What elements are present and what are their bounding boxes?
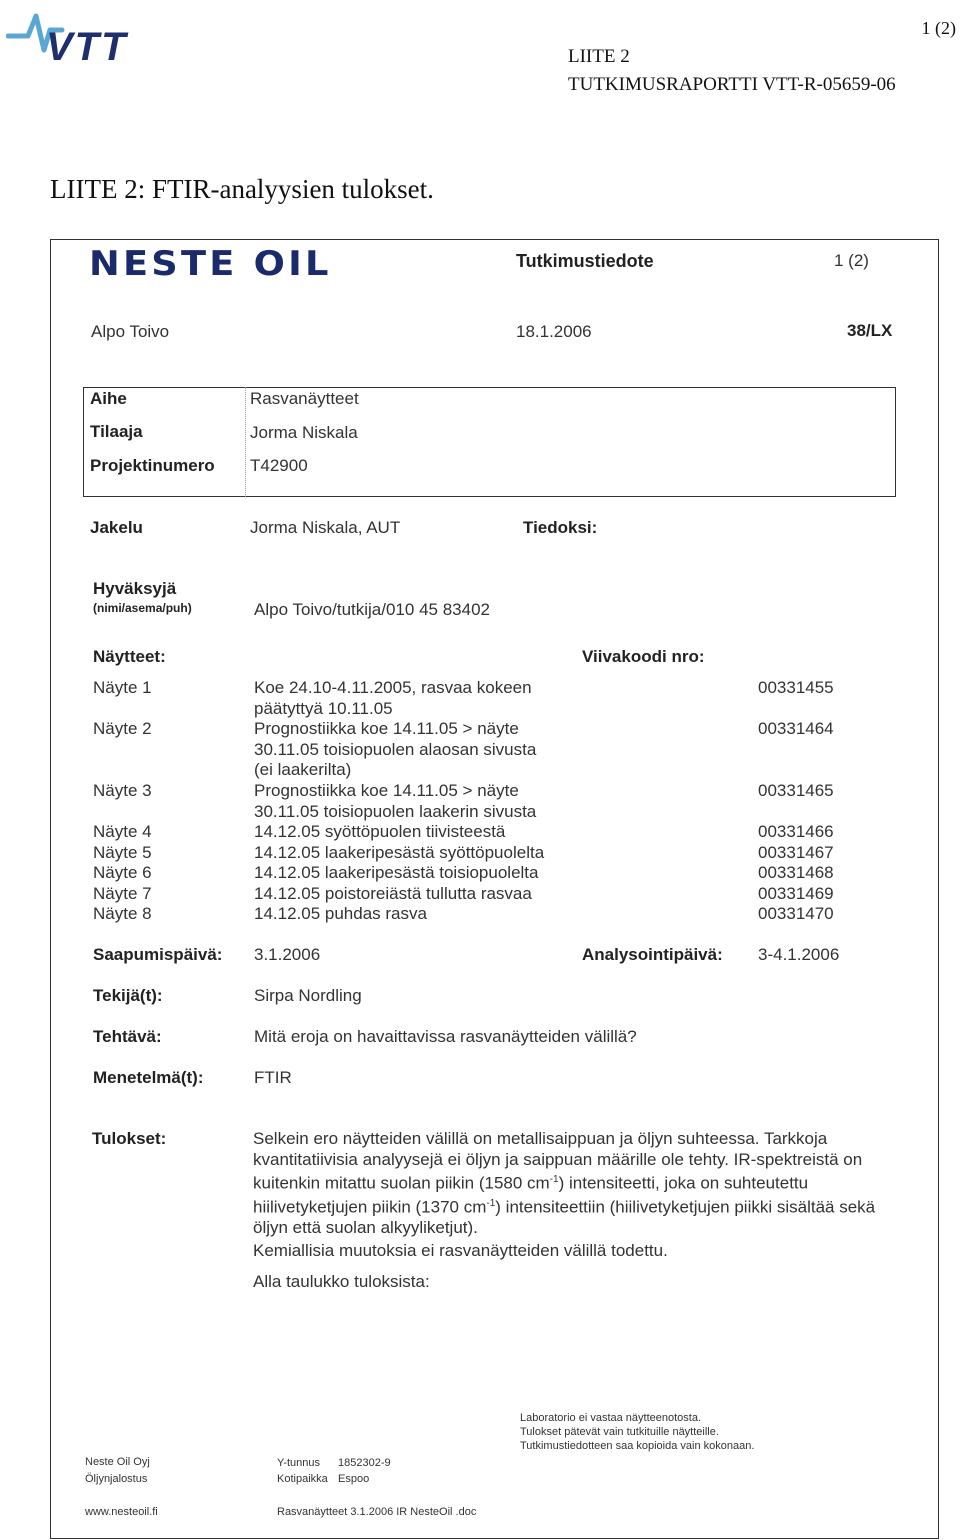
sample-barcode: 00331455	[758, 678, 834, 697]
neste-oil-logo: NESTE OIL	[89, 244, 332, 284]
jakelu-label: Jakelu	[90, 518, 143, 537]
document-title: LIITE 2: FTIR-analyysien tulokset.	[50, 174, 434, 204]
sample-name: Näyte 6	[93, 863, 152, 882]
sample-barcode: 00331468	[758, 863, 834, 882]
box-divider	[245, 387, 246, 497]
jakelu-value: Jorma Niskala, AUT	[250, 518, 401, 537]
sample-description: 14.12.05 syöttöpuolen tiivisteestä	[254, 822, 506, 841]
viivakoodi-label: Viivakoodi nro:	[582, 647, 705, 666]
sample-description: 14.12.05 poistoreiästä tullutta rasvaa	[254, 884, 532, 903]
reference-code: 38/LX	[847, 321, 893, 340]
disclaimer-line: Laboratorio ei vastaa näytteenotosta.	[520, 1412, 702, 1424]
footer-website: www.nesteoil.fi	[85, 1506, 158, 1518]
sample-name: Näyte 3	[93, 781, 152, 800]
footer-kotipaikka-label: Kotipaikka	[277, 1473, 328, 1485]
projekti-label: Projektinumero	[90, 456, 215, 475]
scan-page-number: 1 (2)	[834, 251, 869, 270]
sample-name: Näyte 7	[93, 884, 152, 903]
tiedoksi-label: Tiedoksi:	[523, 518, 598, 537]
page-number: 1 (2)	[921, 18, 956, 38]
projekti-value: T42900	[250, 456, 308, 475]
tehtava-label: Tehtävä:	[93, 1027, 162, 1046]
hyvaksyja-label: Hyväksyjä	[93, 579, 177, 598]
appendix-label: LIITE 2	[568, 46, 630, 67]
sample-barcode: 00331465	[758, 781, 834, 800]
disclaimer-line: Tulokset pätevät vain tutkituille näytteille.	[520, 1426, 719, 1438]
sample-barcode: 00331464	[758, 719, 834, 738]
analysointi-label: Analysointipäivä:	[582, 945, 723, 964]
doc-type: Tutkimustiedote	[516, 251, 654, 271]
subject-box	[83, 387, 896, 497]
naytteet-label: Näytteet:	[93, 647, 166, 666]
sample-description: Prognostiikka koe 14.11.05 > näyte 30.11.05 toisiopuolen alaosan sivusta (ei laakerilta)	[254, 719, 537, 779]
tekija-label: Tekijä(t):	[93, 986, 163, 1005]
saapumis-label: Saapumispäivä:	[93, 945, 223, 964]
sample-name: Näyte 1	[93, 678, 152, 697]
svg-text:VTT: VTT	[46, 25, 128, 66]
sample-description: 14.12.05 laakeripesästä toisiopuolelta	[254, 863, 539, 882]
sample-description: Prognostiikka koe 14.11.05 > näyte 30.11.05 toisiopuolen laakerin sivusta	[254, 781, 537, 821]
aihe-label: Aihe	[90, 389, 127, 408]
sample-barcode: 00331470	[758, 904, 834, 923]
tekija-value: Sirpa Nordling	[254, 986, 362, 1005]
footer-ytunnus-value: 1852302-9	[338, 1457, 391, 1469]
aihe-value: Rasvanäytteet	[250, 389, 359, 408]
sample-name: Näyte 5	[93, 843, 152, 862]
sample-name: Näyte 8	[93, 904, 152, 923]
tilaaja-label: Tilaaja	[90, 422, 143, 441]
results-paragraph: Selkein ero näytteiden välillä on metallisaippuan ja öljyn suhteessa. Tarkkoja kvantitatiivisia analyysejä ei öljyn ja saippuan määrille ole tehty. IR-spektreistä on kuitenkin mitattu suolan piikin (1580 $cm^{-1}$) intensiteetti, joka on suhteutettu hiilivetyketjujen piikin (1370 $cm^{-1}$) intensiteettiin (hiilivetyketjujen piikki sisältää sekä öljyn että suolan alkyyliketjut).	[253, 1129, 876, 1238]
sample-barcode: 00331467	[758, 843, 834, 862]
menetelma-label: Menetelmä(t):	[93, 1068, 204, 1087]
analysointi-value: 3-4.1.2006	[758, 945, 840, 964]
sample-description: Koe 24.10-4.11.2005, rasvaa kokeen päätyttyä 10.11.05	[254, 678, 532, 718]
footer-division: Öljynjalostus	[85, 1473, 148, 1485]
disclaimer-line: Tutkimustiedotteen saa kopioida vain kokonaan.	[520, 1440, 755, 1452]
tilaaja-value: Jorma Niskala	[250, 423, 358, 442]
sample-description: 14.12.05 laakeripesästä syöttöpuolelta	[254, 843, 545, 862]
sample-name: Näyte 2	[93, 719, 152, 738]
results-no-changes: Kemiallisia muutoksia ei rasvanäytteiden välillä todettu.	[253, 1241, 668, 1260]
saapumis-value: 3.1.2006	[254, 945, 321, 964]
menetelma-value: FTIR	[254, 1068, 292, 1087]
hyvaksyja-sub: (nimi/asema/puh)	[93, 601, 192, 615]
hyvaksyja-value: Alpo Toivo/tutkija/010 45 83402	[254, 600, 490, 619]
footer-ytunnus-label: Y-tunnus	[277, 1457, 321, 1469]
tehtava-value: Mitä eroja on havaittavissa rasvanäytteiden välillä?	[254, 1027, 637, 1046]
scanned-report	[50, 239, 939, 1539]
sample-barcode: 00331466	[758, 822, 834, 841]
report-date: 18.1.2006	[516, 322, 592, 341]
report-id: TUTKIMUSRAPORTTI VTT-R-05659-06	[568, 74, 896, 95]
footer-filename: Rasvanäytteet 3.1.2006 IR NesteOil .doc	[277, 1506, 477, 1518]
footer-company: Neste Oil Oyj	[85, 1456, 150, 1468]
vtt-logo	[6, 6, 166, 66]
tulokset-label: Tulokset:	[92, 1129, 167, 1148]
author: Alpo Toivo	[91, 322, 170, 341]
sample-description: 14.12.05 puhdas rasva	[254, 904, 427, 923]
footer-kotipaikka-value: Espoo	[338, 1473, 370, 1485]
sample-name: Näyte 4	[93, 822, 152, 841]
sample-barcode: 00331469	[758, 884, 834, 903]
results-table-intro: Alla taulukko tuloksista:	[253, 1272, 430, 1291]
